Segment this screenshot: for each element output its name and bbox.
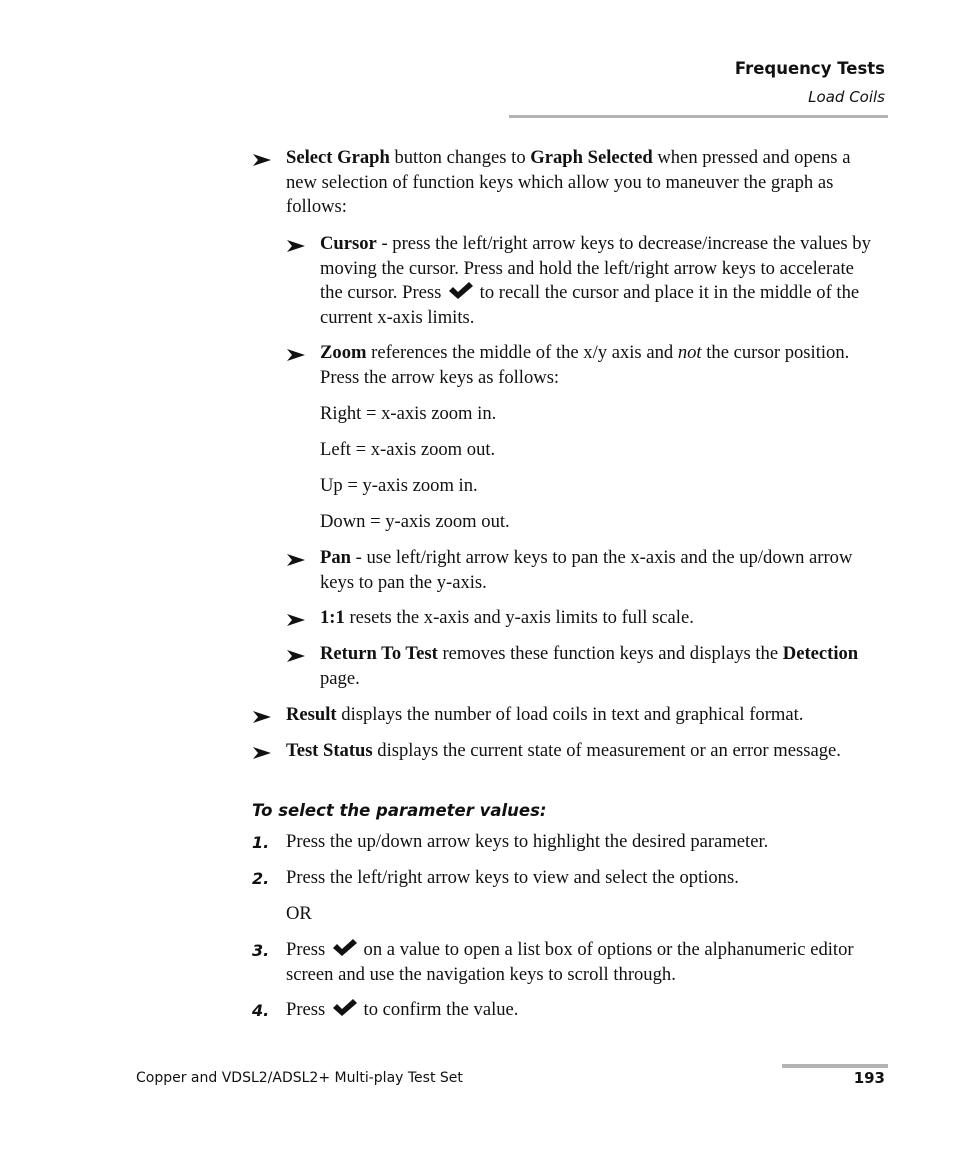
item-text: Press [286,999,330,1020]
step-number: 1. [252,833,270,852]
term-cursor: Cursor [320,233,377,254]
footer-product-name: Copper and VDSL2/ADSL2+ Multi-play Test Set [136,1070,463,1086]
procedure-title: To select the parameter values: [252,801,547,820]
checkmark-icon [447,281,474,300]
emphasis-not: not [677,342,702,363]
term-select-graph: Select Graph [286,147,390,168]
term-detection: Detection [782,643,859,664]
item-text: page. [320,667,360,689]
arrowhead-bullet-icon [286,348,308,362]
arrowhead-bullet-icon [286,613,308,627]
term-return-to-test: Return To Test [320,643,438,664]
footer-rule [782,1064,888,1068]
section-title: Frequency Tests [734,59,885,78]
list-item-return-to-test [320,642,880,691]
zoom-line-down: Down = y-axis zoom out. [320,511,510,532]
item-text: - press the left/right arrow keys to decrease/increase the values by moving the cursor. Press and hold the left/right arrow keys to accelerate the cursor. Press [320,233,871,303]
item-text: when pressed and opens a new selection of function keys which allow you to maneuver the graph as follows: [286,147,851,217]
step-3-text [286,938,881,987]
item-text: button changes to [389,147,531,168]
arrowhead-bullet-icon [286,239,308,253]
subsection-title: Load Coils [808,88,885,106]
step-number: 4. [252,1001,270,1020]
list-item-pan [320,546,880,595]
list-item-zoom [320,341,880,390]
term-test-status: Test Status [286,740,373,761]
arrowhead-bullet-icon [286,649,308,663]
step-number: 2. [252,869,270,888]
arrowhead-bullet-icon [252,746,274,760]
item-text: on a value to open a list box of options or the alphanumeric editor screen and use the navigation keys to scroll through. [286,939,854,985]
term-graph-selected: Graph Selected [530,147,653,168]
item-text: displays the number of load coils in text and graphical format. [336,704,804,725]
list-item-result [286,703,881,728]
arrowhead-bullet-icon [286,553,308,567]
page-number: 193 [853,1069,885,1087]
step-1-text: Press the up/down arrow keys to highlight the desired parameter. [286,831,769,852]
step-4-text [286,998,881,1023]
step-number: 3. [252,941,270,960]
or-text: OR [286,903,312,924]
list-item-one-to-one [320,606,880,631]
term-pan: Pan [320,547,351,568]
list-item-test-status [286,739,881,764]
term-result: Result [286,704,337,725]
term-zoom: Zoom [320,342,367,363]
item-text: to recall the cursor and place it in the middle of the current x-axis limits. [320,282,860,328]
arrowhead-bullet-icon [252,710,274,724]
item-text: displays the current state of measurement or an error message. [372,740,841,761]
header-rule [509,115,888,118]
list-item-cursor [320,232,880,330]
step-2-text: Press the left/right arrow keys to view and select the options. [286,867,739,888]
item-text: - use left/right arrow keys to pan the x-axis and the up/down arrow keys to pan the y-axis. [320,547,853,593]
checkmark-icon [331,998,358,1017]
item-text: resets the x-axis and y-axis limits to full scale. [344,607,694,628]
list-item-select-graph [286,146,881,220]
item-text: Press [286,939,330,960]
zoom-line-up: Up = y-axis zoom in. [320,475,478,496]
item-text: to confirm the value. [358,999,519,1020]
item-text: the cursor position. Press the arrow keys as follows: [320,342,850,388]
zoom-line-left: Left = x-axis zoom out. [320,439,496,460]
item-text: removes these function keys and displays the [437,643,783,664]
zoom-line-right: Right = x-axis zoom in. [320,403,497,424]
arrowhead-bullet-icon [252,153,274,167]
checkmark-icon [331,938,358,957]
item-text: references the middle of the x/y axis and [366,342,678,363]
term-one-to-one: 1:1 [320,607,345,628]
